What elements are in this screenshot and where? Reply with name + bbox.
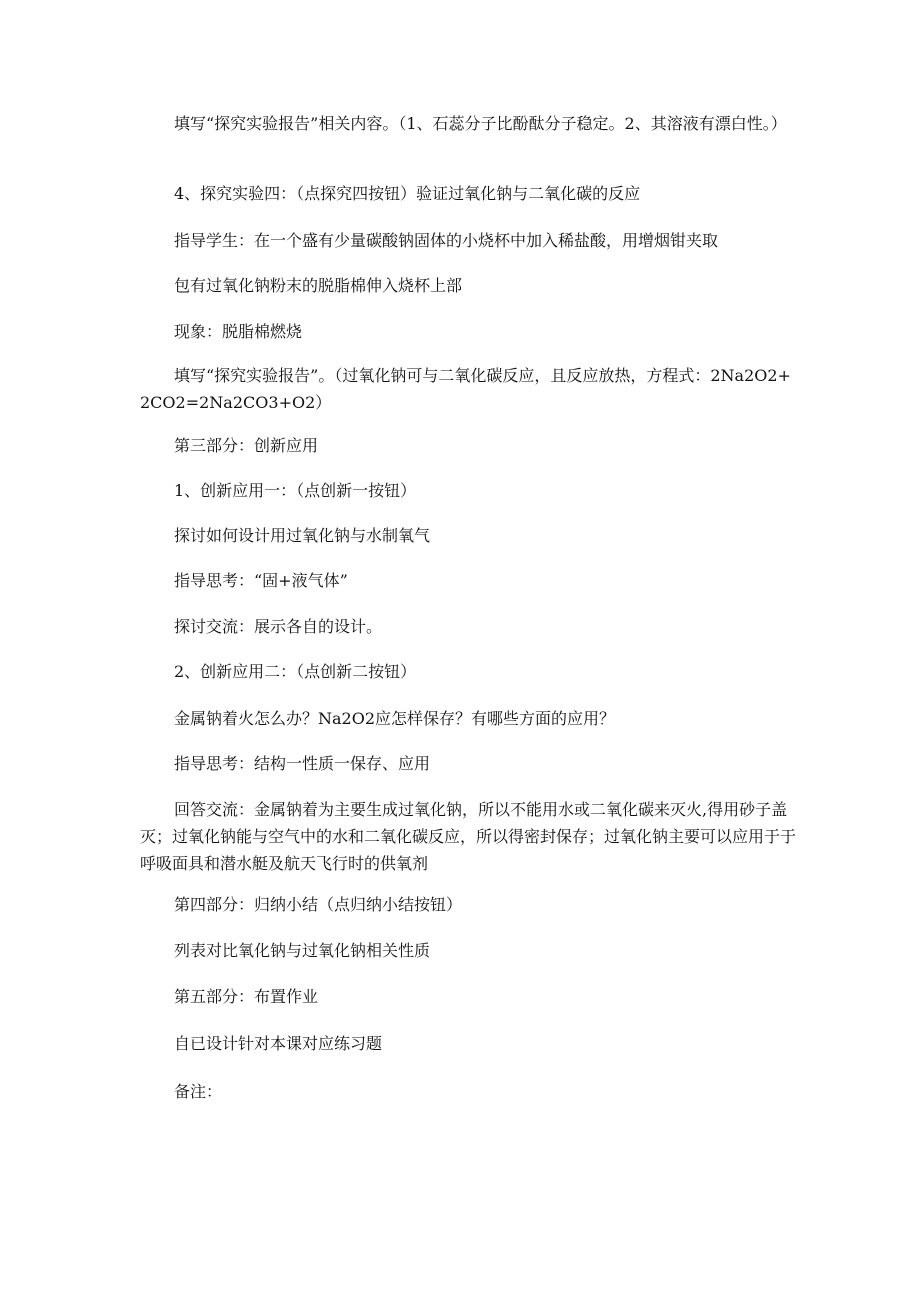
paragraph-answer-exchange: 回答交流：金属钠着为主要生成过氧化钠，所以不能用水或二氧化碳来灭火,得用砂子盖灭；过氧化钠能与空气中的水和二氧化碳反应，所以得密封保存；过氧化钠主要可以应用于于呼吸面具和潜水艇及航天飞行时的供氧剂	[140, 800, 797, 873]
paragraph-design-oxygen: 探讨如何设计用过氧化钠与水制氧气	[174, 526, 431, 545]
paragraph-guide-thinking-two: 指导思考：结构一性质一保存、应用	[174, 754, 431, 773]
paragraph-discussion: 探讨交流：展示各自的设计。	[174, 617, 383, 636]
paragraph-experiment-four: 4、探究实验四：（点探究四按钮）验证过氧化钠与二氧化碳的反应	[174, 184, 641, 203]
paragraph-cotton-insert: 包有过氧化钠粉末的脱脂棉伸入烧杯上部	[174, 276, 463, 295]
heading-part-five: 第五部分：布置作业	[174, 987, 319, 1006]
paragraph-remarks: 备注：	[174, 1082, 223, 1101]
paragraph-innovation-one: 1、创新应用一：（点创新一按钮）	[174, 481, 417, 500]
paragraph-homework: 自已设计针对本课对应练习题	[174, 1034, 383, 1053]
paragraph-compare-table: 列表对比氧化钠与过氧化钠相关性质	[174, 941, 431, 960]
paragraph-phenomenon: 现象：脱脂棉燃烧	[174, 322, 303, 341]
heading-part-three: 第三部分：创新应用	[174, 436, 319, 455]
paragraph-innovation-two: 2、创新应用二：（点创新二按钮）	[174, 662, 417, 681]
paragraph-sodium-fire-question: 金属钠着火怎么办？Na2O2应怎样保存？有哪些方面的应用？	[174, 709, 616, 728]
paragraph-guide-thinking-one: 指导思考：“固+液气体”	[174, 571, 348, 590]
paragraph-guide-students: 指导学生：在一个盛有少量碳酸钠固体的小烧杯中加入稀盐酸，用增烟钳夹取	[174, 231, 719, 250]
paragraph-report-content: 填写“探究实验报告”相关内容。（1、石蕊分子比酚酞分子稳定。2、其溶液有漂白性。）	[174, 114, 787, 133]
paragraph-report-equation: 填写“探究实验报告”。（过氧化钠可与二氧化碳反应，且反应放热，方程式：2Na2O2+2CO2=2Na2CO3+O2）	[140, 366, 791, 412]
heading-part-four: 第四部分：归纳小结（点归纳小结按钮）	[174, 895, 463, 914]
